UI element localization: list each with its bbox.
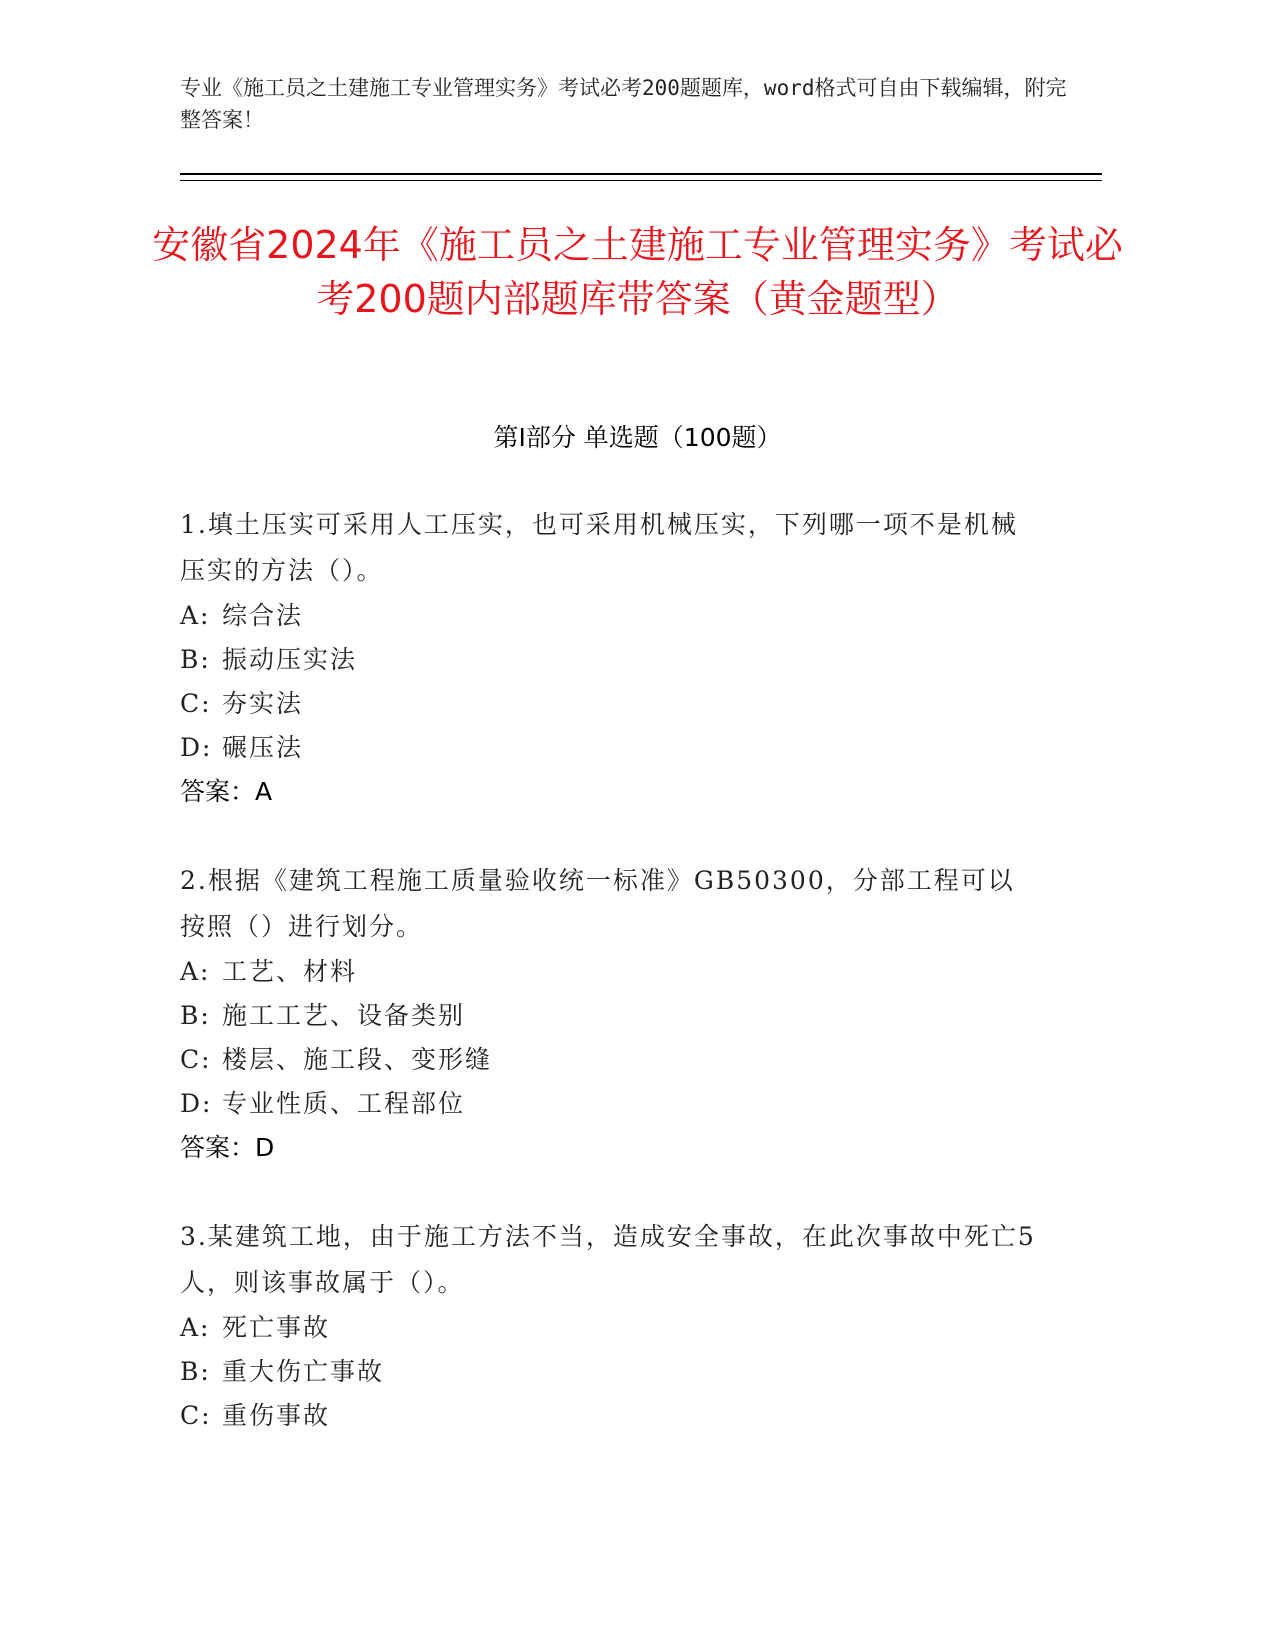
question-3 [180,1214,1040,1438]
header-rule-thick [180,173,1102,175]
question-text: 1.填土压实可采用人工压实，也可采用机械压实，下列哪一项不是机械压实的方法（）。 [180,510,1018,585]
option-c [180,1038,1040,1082]
option-a [180,594,1040,638]
option-letter: A: [180,957,211,986]
header-rule-thin [180,180,1102,181]
question-list [180,502,1040,1482]
option-b [180,638,1040,682]
option-letter: A: [180,1313,211,1342]
answer: 答案：A [180,777,273,806]
option-text: 振动压实法 [222,645,358,674]
section-heading: 第I部分 单选题（100题） [493,423,782,452]
header-note: 专业《施工员之土建施工专业管理实务》考试必考200题题库，word格式可自由下载编辑，附完整答案！ [180,76,1067,132]
option-letter: C: [180,1401,212,1430]
option-c [180,682,1040,726]
option-c [180,1394,1040,1438]
option-text: 死亡事故 [222,1313,331,1342]
option-text: 夯实法 [222,689,304,718]
option-text: 工艺、材料 [222,957,358,986]
document-title: 安徽省2024年《施工员之土建施工专业管理实务》考试必考200题内部题库带答案（黄金题型） [152,223,1123,321]
question-text: 3.某建筑工地，由于施工方法不当，造成安全事故，在此次事故中死亡5人，则该事故属于（）。 [180,1222,1036,1297]
option-a [180,1306,1040,1350]
option-text: 重大伤亡事故 [222,1357,385,1386]
option-letter: B: [180,645,211,674]
question-1 [180,502,1040,814]
option-letter: B: [180,1357,211,1386]
option-letter: A: [180,601,211,630]
option-b [180,1350,1040,1394]
question-2 [180,858,1040,1170]
option-letter: C: [180,1045,212,1074]
option-b [180,994,1040,1038]
option-text: 施工工艺、设备类别 [222,1001,466,1030]
option-text: 重伤事故 [222,1401,331,1430]
option-letter: B: [180,1001,211,1030]
option-text: 碾压法 [222,733,304,762]
option-letter: C: [180,689,212,718]
question-text: 2.根据《建筑工程施工质量验收统一标准》GB50300，分部工程可以按照（）进行划分。 [180,866,1015,941]
option-d [180,726,1040,770]
option-text: 专业性质、工程部位 [222,1089,466,1118]
answer: 答案：D [180,1133,275,1162]
option-letter: D: [180,1089,213,1118]
option-letter: D: [180,733,213,762]
option-a [180,950,1040,994]
option-text: 综合法 [222,601,304,630]
option-text: 楼层、施工段、变形缝 [222,1045,493,1074]
option-d [180,1082,1040,1126]
